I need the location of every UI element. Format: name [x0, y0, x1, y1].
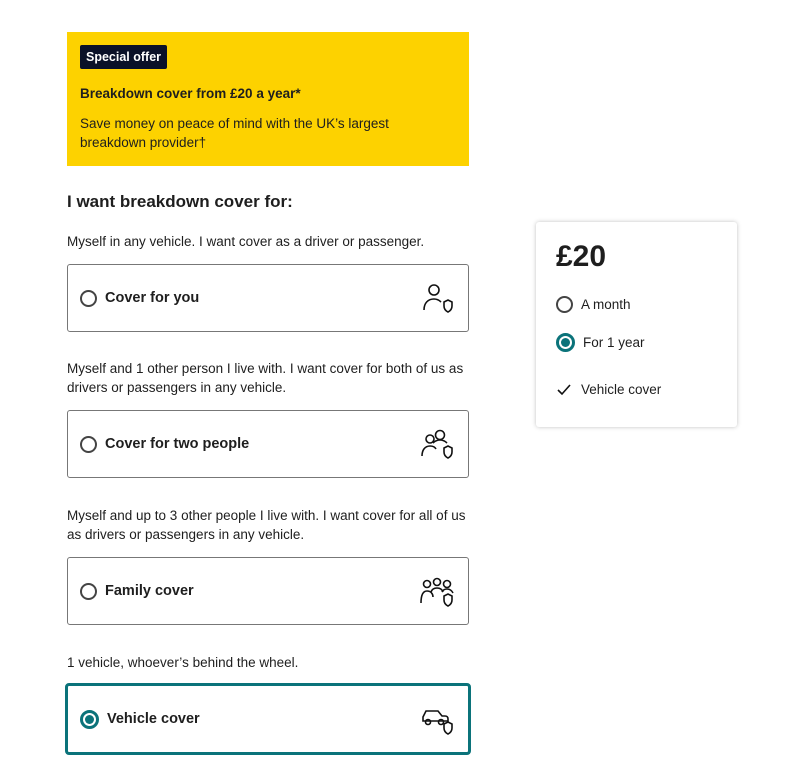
radio-button[interactable] — [556, 296, 573, 313]
check-icon — [556, 383, 572, 397]
offer-title: Breakdown cover from £20 a year* — [80, 86, 301, 101]
price-summary-card — [536, 222, 737, 427]
special-offer-banner — [67, 32, 469, 166]
two-people-shield-icon — [420, 428, 456, 460]
option-label: Cover for two people — [105, 436, 250, 452]
included-label: Vehicle cover — [581, 382, 662, 397]
radio-button[interactable] — [80, 436, 97, 453]
radio-button-selected[interactable] — [80, 710, 99, 729]
option-vehicle-cover[interactable] — [65, 683, 471, 755]
option-cover-for-you[interactable] — [67, 264, 469, 332]
period-label: For 1 year — [583, 335, 645, 350]
option-description: 1 vehicle, whoever’s behind the wheel. — [67, 655, 299, 670]
price-amount: £20 — [556, 240, 607, 273]
option-cover-for-two[interactable] — [67, 410, 469, 478]
radio-button-selected[interactable] — [556, 333, 575, 352]
option-description: Myself in any vehicle. I want cover as a driver or passenger. — [67, 234, 425, 249]
period-option-year[interactable] — [556, 333, 717, 352]
option-label: Family cover — [105, 583, 194, 599]
included-item — [556, 382, 717, 397]
period-label: A month — [581, 297, 631, 312]
family-shield-icon — [420, 575, 456, 607]
page-heading: I want breakdown cover for: — [67, 192, 293, 211]
option-description: Myself and up to 3 other people I live with. I want cover for all of us as drivers or passengers in any vehicle. — [67, 508, 466, 542]
radio-button[interactable] — [80, 583, 97, 600]
offer-text: Save money on peace of mind with the UK’s largest breakdown provider† — [80, 116, 389, 150]
special-offer-badge: Special offer — [80, 45, 167, 69]
radio-button[interactable] — [80, 290, 97, 307]
option-description: Myself and 1 other person I live with. I want cover for both of us as drivers or passengers in any vehicle. — [67, 361, 464, 395]
option-label: Cover for you — [105, 290, 200, 306]
option-family-cover[interactable] — [67, 557, 469, 625]
person-shield-icon — [420, 282, 456, 314]
period-option-month[interactable] — [556, 296, 717, 313]
car-shield-icon — [420, 703, 456, 735]
option-label: Vehicle cover — [107, 711, 200, 727]
